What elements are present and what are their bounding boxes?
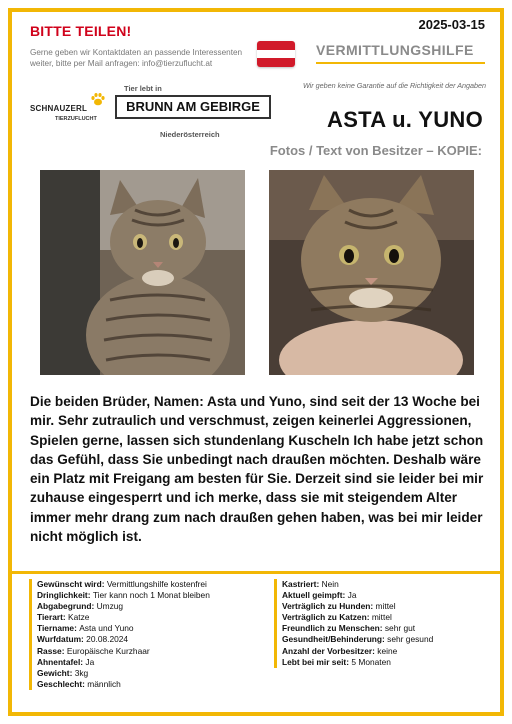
detail-row: [37, 634, 269, 645]
logo-subtitle: TIERZUFLUCHT: [55, 116, 97, 122]
photo-credit: Fotos / Text von Besitzer – KOPIE:: [269, 143, 482, 158]
detail-row: [37, 623, 269, 634]
detail-value: Ja: [347, 590, 357, 601]
location-box: BRUNN AM GEBIRGE: [115, 95, 271, 119]
disclaimer-text: Wir geben keine Garantie auf die Richtigkeit der Angaben: [302, 81, 486, 90]
detail-value: Umzug: [96, 601, 124, 612]
detail-value: 5 Monaten: [351, 656, 391, 667]
detail-row: [37, 601, 269, 612]
detail-value: Asta und Yuno: [79, 623, 134, 634]
detail-row: [282, 623, 494, 634]
detail-key: Gesundheit/Behinderung :: [282, 634, 387, 645]
detail-value: 20.08.2024: [86, 634, 129, 645]
detail-value: sehr gesund: [387, 634, 434, 645]
detail-key: Dringlichkeit :: [37, 590, 93, 601]
detail-key: Lebt bei mir seit :: [282, 657, 351, 668]
details-left: [29, 579, 269, 690]
logo-name: SCHNAUZERL: [30, 104, 88, 113]
details-right: [274, 579, 494, 668]
share-label: BITTE TEILEN!: [30, 23, 132, 39]
detail-value: Ja: [85, 656, 95, 667]
detail-row: [37, 668, 269, 679]
detail-key: Gewicht :: [37, 668, 75, 679]
detail-key: Anzahl der Vorbesitzer :: [282, 646, 377, 657]
detail-value: mittel: [375, 601, 396, 612]
detail-key: Kastriert :: [282, 579, 322, 590]
detail-key: Wurfdatum :: [37, 634, 86, 645]
detail-row: [37, 657, 269, 668]
detail-key: Abgabegrund :: [37, 601, 97, 612]
detail-value: keine: [377, 645, 398, 656]
date-label: 2025-03-15: [418, 17, 485, 32]
detail-row: [282, 601, 494, 612]
region-label: Niederösterreich: [160, 130, 220, 139]
austria-flag-icon: [257, 41, 295, 67]
page-title: VERMITTLUNGSHILFE: [316, 42, 474, 58]
detail-row: [282, 579, 494, 590]
detail-key: Gewünscht wird :: [37, 579, 107, 590]
detail-row: [37, 579, 269, 590]
detail-value: männlich: [87, 678, 121, 689]
description-text: Die beiden Brüder, Namen: Asta und Yuno, sind seit der 13 Woche bei mir. Sehr zutraulich und verschmust, zeigen keinerlei Aggressionen, Spielen gerne, lassen sich stundenlang Kuscheln Ich habe jetzt schon das Gefühl, dass Sie unbedingt nach draußen möchten. Deshalb wäre ein Platz mit Freigang am besten für Sie. Derzeit sind sie leider bei mir zuhause eingesperrt und ich merke, dass sie mit steigendem Alter immer mehr drang zum nach draußen gehen haben, was bei mir leider nicht möglich ist.: [30, 394, 484, 545]
detail-value: Europäische Kurzhaar: [66, 645, 150, 656]
detail-value: Nein: [321, 579, 339, 589]
cat-photo-yuno: [269, 170, 474, 375]
detail-key: Geschlecht :: [37, 679, 87, 690]
detail-value: sehr gut: [384, 623, 416, 634]
detail-key: Verträglich zu Hunden :: [282, 601, 376, 612]
detail-value: mittel: [371, 612, 392, 623]
location-label: Tier lebt in: [124, 84, 162, 93]
detail-value: 3kg: [74, 667, 89, 678]
detail-row: [282, 590, 494, 601]
detail-row: [37, 679, 269, 690]
detail-row: [37, 612, 269, 623]
cat-photo-asta: [40, 170, 245, 375]
detail-key: Rasse :: [37, 646, 67, 657]
detail-value: Katze: [68, 612, 90, 623]
contact-note: Gerne geben wir Kontaktdaten an passende Interessenten weiter, bitte per Mail anfragen: info@tierzuflucht.at: [30, 48, 243, 68]
detail-row: [282, 657, 494, 668]
detail-value: Vermittlungshilfe kostenfrei: [106, 579, 207, 589]
detail-key: Tierart :: [37, 612, 68, 623]
paw-icon: [90, 92, 106, 106]
animal-names: ASTA u. YUNO: [327, 107, 483, 132]
detail-key: Tiername :: [37, 623, 79, 634]
section-divider: [12, 571, 500, 574]
detail-row: [37, 590, 269, 601]
detail-row: [282, 612, 494, 623]
detail-row: [282, 646, 494, 657]
detail-key: Freundlich zu Menschen :: [282, 623, 385, 634]
detail-key: Ahnentafel :: [37, 657, 85, 668]
detail-value: Tier kann noch 1 Monat bleiben: [92, 590, 210, 601]
title-underline: [316, 62, 485, 64]
detail-key: Verträglich zu Katzen :: [282, 612, 372, 623]
detail-row: [282, 634, 494, 645]
detail-key: Aktuell geimpft :: [282, 590, 348, 601]
detail-row: [37, 646, 269, 657]
